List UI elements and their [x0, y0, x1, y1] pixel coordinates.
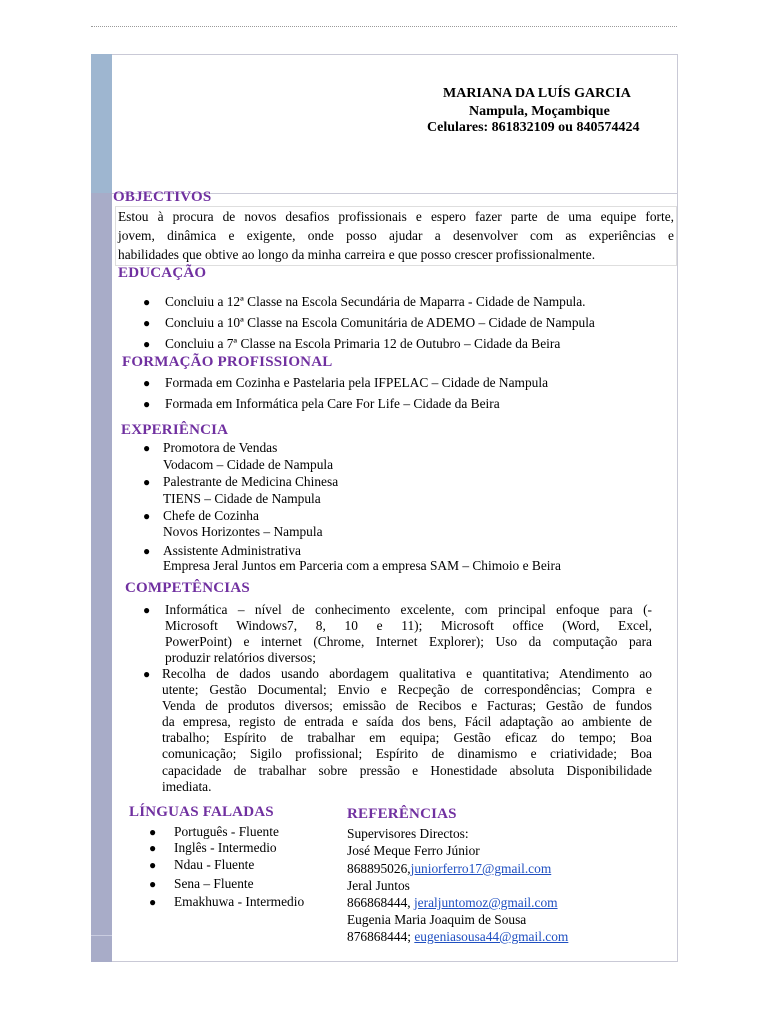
reference-2-phone: 866868444,	[347, 895, 414, 910]
language-item-3: Ndau - Fluente	[174, 857, 255, 872]
objectives-line-3: habilidades que obtive ao longo da minha carreira e que posso crescer profissionalmente.	[118, 247, 596, 262]
experience-role-2: Palestrante de Medicina Chinesa	[163, 474, 339, 489]
training-item-2: Formada em Informática pela Care For Life – Cidade da Beira	[165, 396, 500, 411]
top-dotted-rule	[91, 26, 677, 27]
skills-item1-line-2: Microsoft Windows7, 8, 10 e 11); Microsoft office (Word, Excel,	[165, 618, 652, 633]
skills-title: COMPETÊNCIAS	[125, 580, 250, 596]
bullet-icon: ●	[143, 397, 151, 411]
bullet-icon: ●	[149, 895, 157, 909]
candidate-location: Nampula, Moçambique	[469, 104, 610, 119]
experience-title: EXPERIÊNCIA	[121, 422, 229, 438]
reference-2-email-link[interactable]: jeraljuntomoz@gmail.com	[413, 895, 558, 910]
reference-1-contact	[347, 861, 551, 877]
training-item-1: Formada em Cozinha e Pastelaria pela IFPELAC – Cidade de Nampula	[165, 375, 549, 390]
side-bar-mark	[91, 935, 112, 936]
education-item-2: Concluiu a 10ª Classe na Escola Comunitária de ADEMO – Cidade de Nampula	[165, 315, 595, 330]
skills-item2-line-1: Recolha de dados usando abordagem qualitativa e quantitativa; Atendimento ao	[162, 666, 652, 681]
objectives-line-2: jovem, dinâmica e exigente, onde posso ajudar a desenvolver com as experiências e	[118, 228, 674, 243]
bullet-icon: ●	[143, 337, 151, 351]
bullet-icon: ●	[149, 858, 157, 872]
bullet-icon: ●	[143, 316, 151, 330]
language-item-2: Inglês - Intermedio	[174, 840, 277, 855]
skills-item2-line-3: Venda de produtos diversos; emissão de Recibos e Facturas; Gestão de fundos	[162, 698, 652, 713]
reference-1-email-link[interactable]: juniorferro17@gmail.com	[410, 861, 552, 876]
reference-1-name: José Meque Ferro Júnior	[347, 843, 480, 858]
bullet-icon: ●	[149, 841, 157, 855]
language-item-5: Emakhuwa - Intermedio	[174, 894, 305, 909]
skills-item1-line-1: Informática – nível de conhecimento excelente, com principal enfoque para (-	[165, 602, 652, 617]
bullet-icon: ●	[149, 825, 157, 839]
reference-3-email-link[interactable]: eugeniasousa44@gmail.com	[414, 929, 569, 944]
experience-place-3: Novos Horizontes – Nampula	[163, 524, 323, 539]
languages-title: LÍNGUAS FALADAS	[129, 804, 274, 820]
skills-item1-line-3: PowerPoint) e internet (Chrome, Internet Explorer); Uso da computação para	[165, 634, 652, 649]
language-item-4: Sena – Fluente	[174, 876, 254, 891]
side-bar-bottom	[91, 193, 112, 962]
reference-3-name: Eugenia Maria Joaquim de Sousa	[347, 912, 527, 927]
candidate-name: MARIANA DA LUÍS GARCIA	[443, 86, 631, 101]
experience-place-2: TIENS – Cidade de Nampula	[163, 491, 321, 506]
experience-role-1: Promotora de Vendas	[163, 440, 278, 455]
objectives-line-1: Estou à procura de novos desafios profissionais e espero fazer parte de uma equipe forte,	[118, 209, 674, 224]
experience-place-4: Empresa Jeral Juntos em Parceria com a empresa SAM – Chimoio e Beira	[163, 558, 561, 573]
bullet-icon: ●	[143, 509, 151, 523]
bullet-icon: ●	[143, 376, 151, 390]
bullet-icon: ●	[143, 295, 151, 309]
reference-1-phone: 868895026,	[347, 861, 411, 876]
bullet-icon: ●	[143, 544, 151, 558]
candidate-phones: Celulares: 861832109 ou 840574424	[427, 120, 640, 135]
skills-item2-line-8: imediata.	[162, 779, 212, 794]
references-heading: Supervisores Directos:	[347, 826, 469, 841]
skills-item1-line-4: produzir relatórios diversos;	[165, 650, 316, 665]
bullet-icon: ●	[143, 475, 151, 489]
education-item-3: Concluiu a 7ª Classe na Escola Primaria 12 de Outubro – Cidade da Beira	[165, 336, 561, 351]
side-bar-top	[91, 54, 112, 193]
training-title: FORMAÇÃO PROFISSIONAL	[122, 354, 333, 370]
bullet-icon: ●	[143, 603, 151, 617]
skills-item2-line-5: trabalho; Espírito de trabalhar em equipa; Gestão eficaz do tempo; Boa	[162, 730, 652, 745]
bullet-icon: ●	[143, 667, 151, 681]
language-item-1: Português - Fluente	[174, 824, 279, 839]
experience-role-4: Assistente Administrativa	[163, 543, 301, 558]
reference-3-contact	[347, 929, 568, 945]
education-title: EDUCAÇÃO	[118, 265, 207, 281]
reference-2-name: Jeral Juntos	[347, 878, 410, 893]
skills-item2-line-7: capacidade de trabalhar sobre pressão e Honestidade absoluta Disponibilidade	[162, 763, 652, 778]
bullet-icon: ●	[143, 441, 151, 455]
skills-item2-line-2: utente; Gestão Documental; Envio e Recpeção de correspondências; Compra e	[162, 682, 652, 697]
education-item-1: Concluiu a 12ª Classe na Escola Secundária de Maparra - Cidade de Nampula.	[165, 294, 586, 309]
skills-item2-line-6: comunicação; Sigilo profissional; Espírito de dinamismo e criatividade; Boa	[162, 746, 652, 761]
bullet-icon: ●	[149, 877, 157, 891]
objectives-title: OBJECTIVOS	[113, 189, 212, 205]
experience-place-1: Vodacom – Cidade de Nampula	[163, 457, 334, 472]
experience-role-3: Chefe de Cozinha	[163, 508, 259, 523]
skills-item2-line-4: da empresa, registo de entrada e saída dos bens, Fácil adaptação ao ambiente de	[162, 714, 652, 729]
reference-3-phone: 876868444;	[347, 929, 415, 944]
reference-2-contact	[347, 895, 558, 911]
references-title: REFERÊNCIAS	[347, 806, 457, 822]
